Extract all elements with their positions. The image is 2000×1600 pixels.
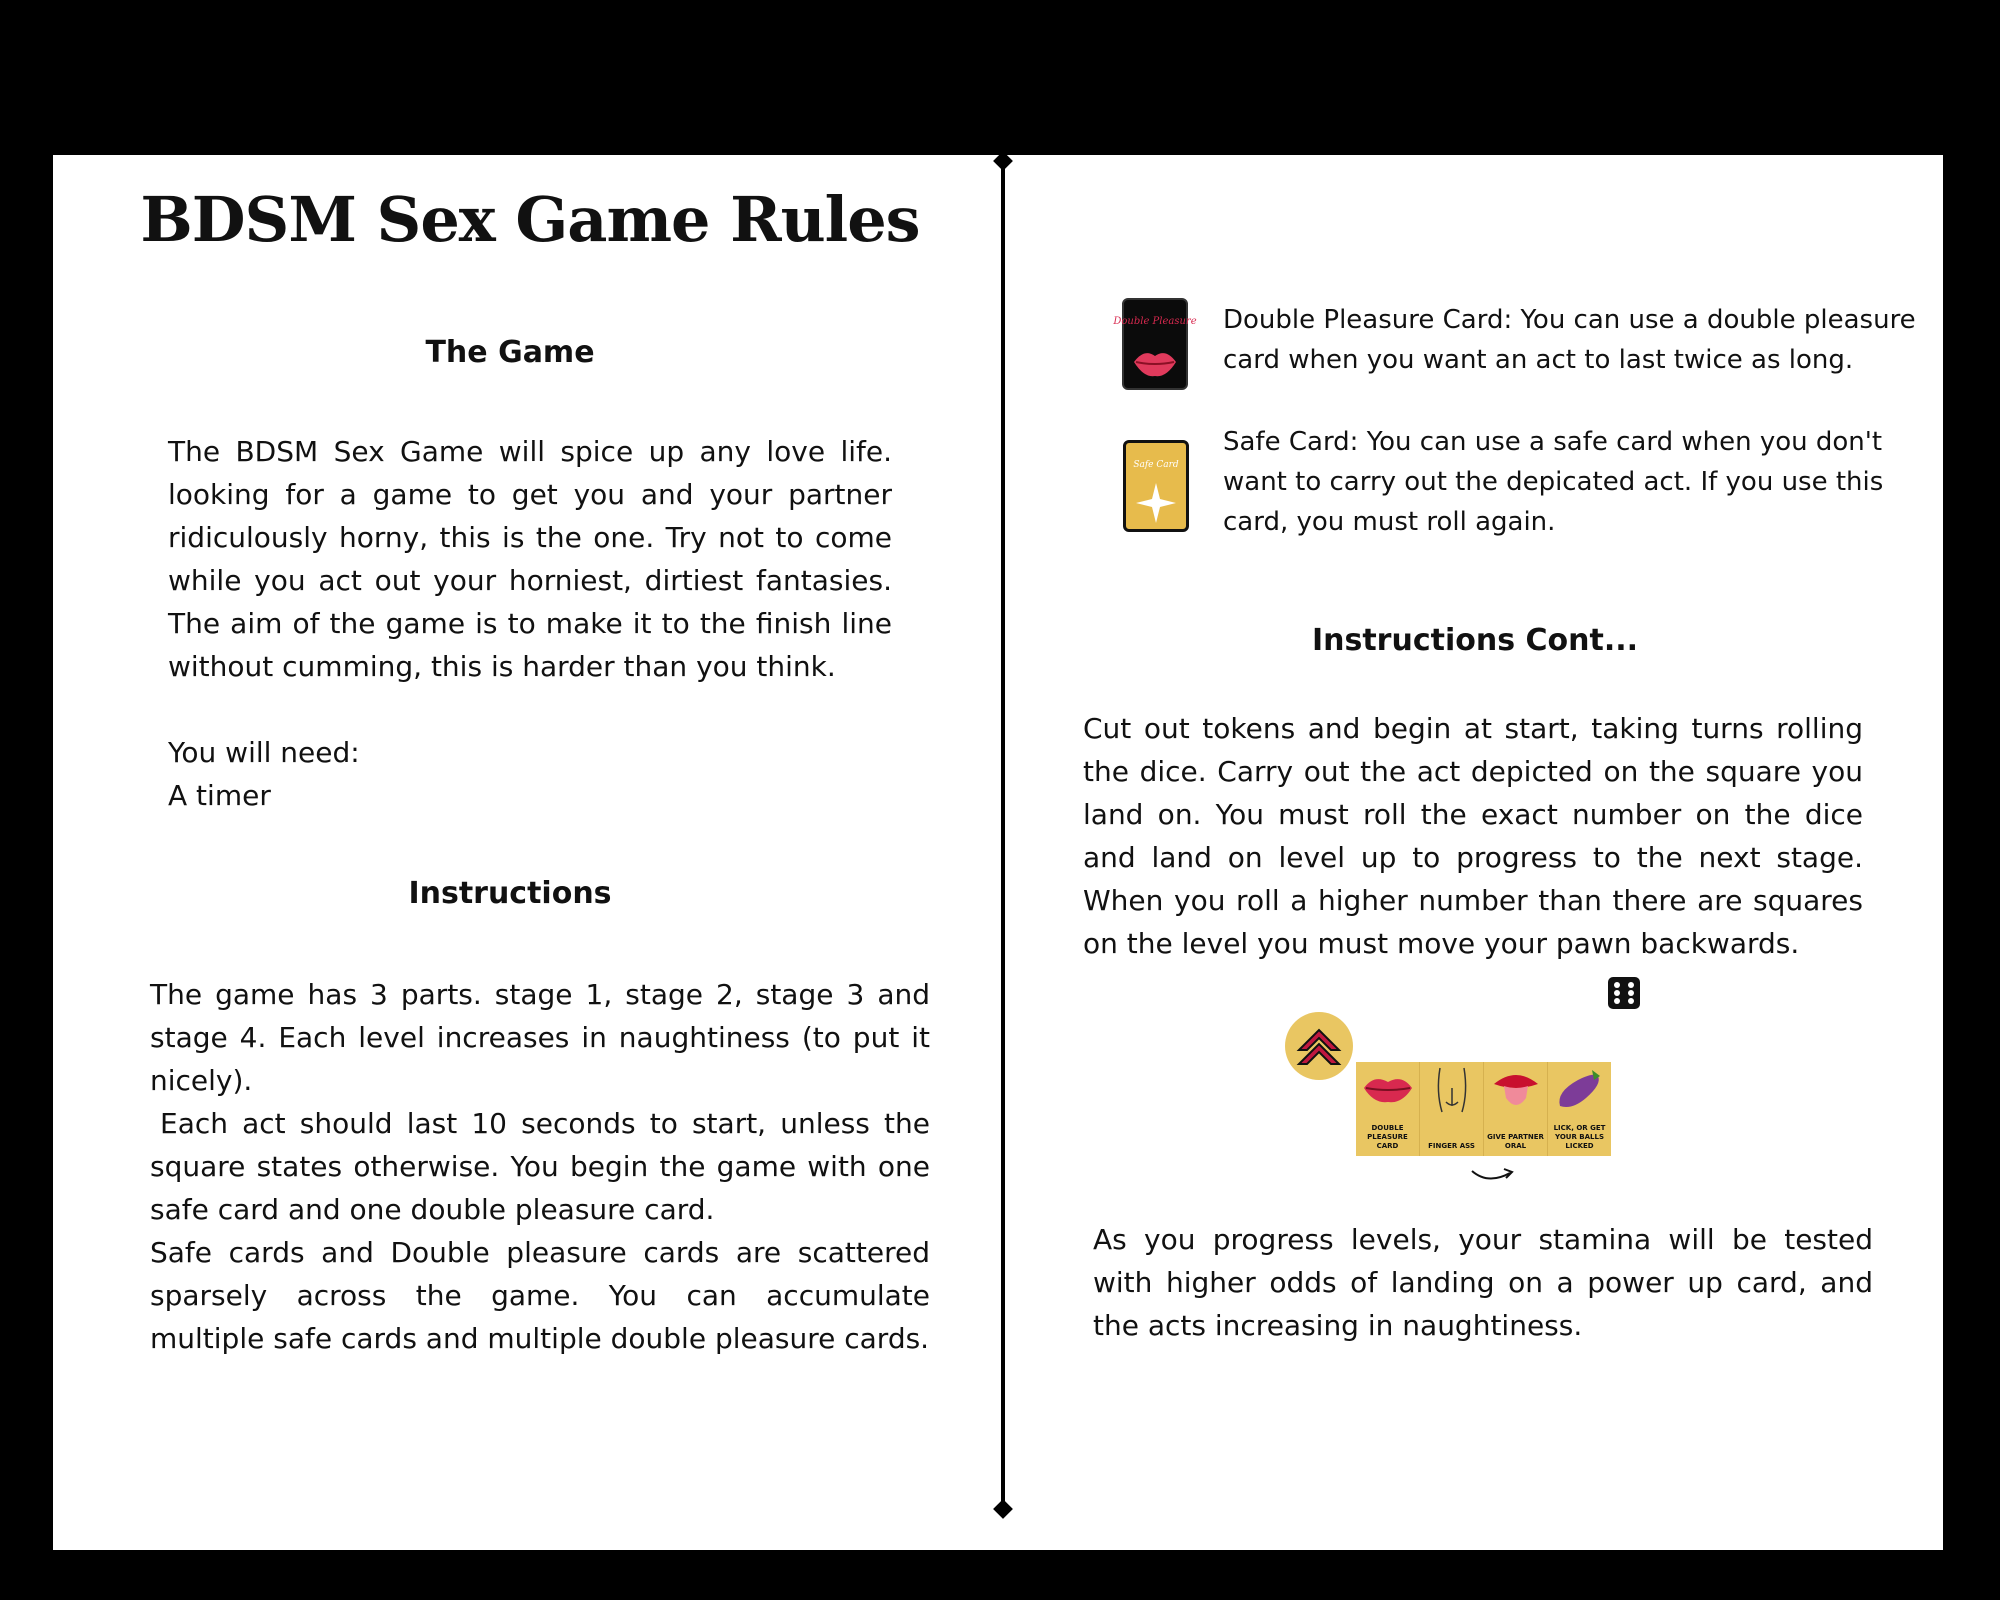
body-outline-icon xyxy=(1420,1062,1484,1118)
instructions-paragraph: Safe cards and Double pleasure cards are scattered sparsely across the game. You can accumulate multiple safe cards and multiple double pleasure cards. xyxy=(150,1236,930,1355)
tongue-icon xyxy=(1484,1062,1548,1118)
need-item: A timer xyxy=(168,779,271,812)
eggplant-icon xyxy=(1548,1062,1611,1118)
instructions-paragraph: Each act should last 10 seconds to start, unless the square states otherwise. You begin the game with one safe card and one double pleasure card. xyxy=(150,1107,930,1226)
instructions-heading: Instructions xyxy=(408,876,612,911)
intro-paragraph: The BDSM Sex Game will spice up any love life. looking for a game to get you and your partner ridiculously horny, this is the one. Try not to come while you act out your horniest, dirtiest fantasies. The aim of the game is to make it to the finish line without cumming, this is harder than you think. xyxy=(168,435,892,683)
board-square xyxy=(1420,1062,1484,1156)
instructions-cont-heading: Instructions Cont... xyxy=(1311,623,1639,658)
board-square-label: FINGER ASS xyxy=(1428,1142,1475,1150)
double-pleasure-description: Double Pleasure Card: You can use a double pleasure card when you want an act to last twice as long. xyxy=(1223,305,1916,375)
safe-card-description: Safe Card: You can use a safe card when you don't want to carry out the depicated act. If you use this card, you must roll again. xyxy=(1223,427,1884,537)
board-square-label: LICK, OR GET YOUR BALLS LICKED xyxy=(1553,1124,1606,1150)
safe-card-label: Safe Card xyxy=(1133,460,1179,470)
requirements xyxy=(168,731,668,817)
double-pleasure-card-label: Double Pleasure xyxy=(1113,316,1197,327)
center-divider xyxy=(1001,160,1005,1510)
board-square xyxy=(1484,1062,1548,1156)
need-label: You will need: xyxy=(168,736,360,769)
game-board-sample xyxy=(1356,1062,1611,1156)
board-square xyxy=(1548,1062,1611,1156)
board-square xyxy=(1356,1062,1420,1156)
dice-icon xyxy=(1608,977,1640,1009)
board-square-label: GIVE PARTNER ORAL xyxy=(1487,1133,1544,1150)
lips-icon xyxy=(1356,1062,1420,1112)
double-pleasure-card-icon xyxy=(1113,298,1197,390)
level-up-icon xyxy=(1285,1012,1353,1080)
board-square-label: DOUBLE PLEASURE CARD xyxy=(1367,1124,1408,1150)
progress-paragraph: As you progress levels, your stamina will be tested with higher odds of landing on a power up card, and the acts increasing in naughtiness. xyxy=(1093,1223,1873,1342)
instructions-paragraph: The game has 3 parts. stage 1, stage 2, stage 3 and stage 4. Each level increases in naughtiness (to put it nicely). xyxy=(150,978,930,1097)
direction-arrow-icon xyxy=(1468,1163,1518,1187)
instructions-cont-paragraph: Cut out tokens and begin at start, taking turns rolling the dice. Carry out the act depicted on the square you land on. You must roll the exact number on the dice and land on level up to progress to the next stage. When you roll a higher number than there are squares on the level you must move your pawn backwards. xyxy=(1083,712,1863,960)
instructions-body xyxy=(150,973,930,1360)
game-heading: The Game xyxy=(425,335,595,370)
safe-card-icon xyxy=(1123,440,1189,532)
page-title: BDSM Sex Game Rules xyxy=(140,183,920,256)
